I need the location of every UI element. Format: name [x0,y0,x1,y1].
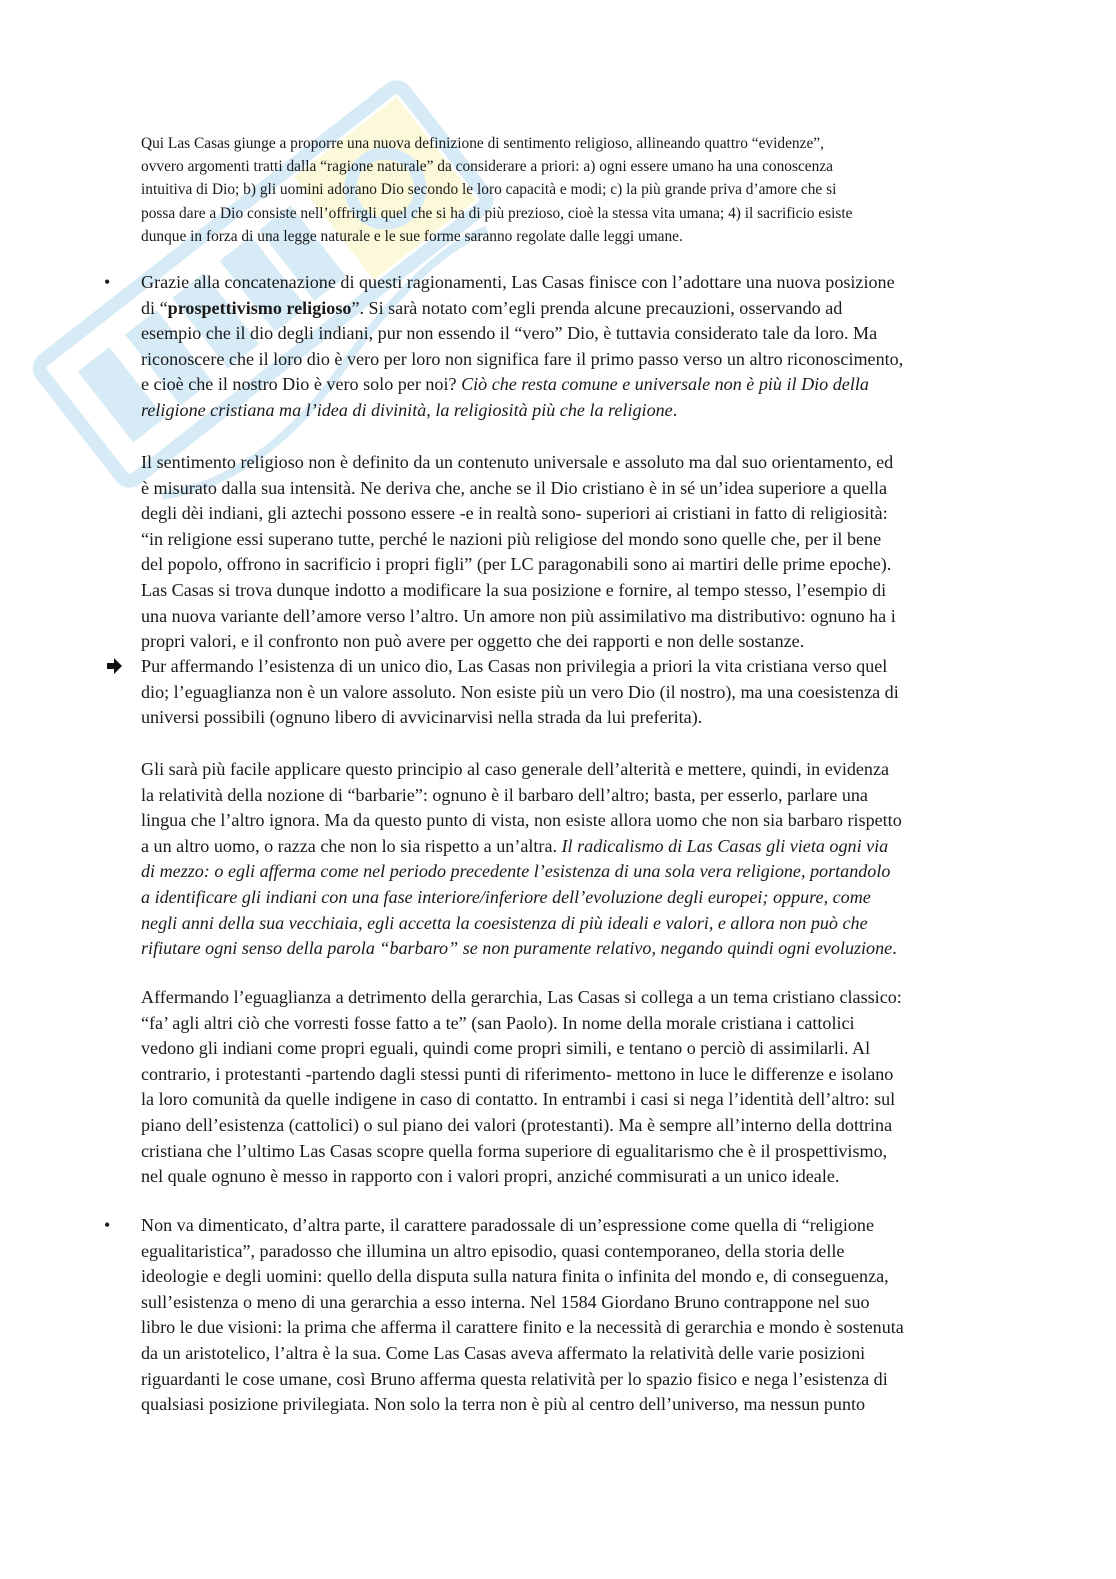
body-line: “in religione essi superano tutte, perché le nazioni più religiose del mondo sono quelle che, per il bene [141,528,882,549]
paragraph-barbarie [141,757,1016,962]
body-line: esempio che il dio degli indiani, pur non essendo il “vero” Dio, è tuttavia considerato tale da loro. Ma [141,323,878,344]
body-line: egualitaristica”, paradosso che illumina un altro episodio, quasi contemporaneo, della storia delle [141,1240,845,1261]
body-line: la relatività della nozione di “barbarie”: ognuno è il barbaro dell’altro; basta, per esserlo, parlare una [141,784,868,805]
body-line: Gli sarà più facile applicare questo principio al caso generale dell’alterità e mettere, quindi, in evidenza [141,759,890,779]
bullet-marker: • [104,1215,111,1235]
bullet-item-bruno [104,1213,1016,1418]
intro-line: dunque in forza di una legge naturale e le sue forme saranno regolate dalle leggi umane. [141,227,683,245]
body-line: Grazie alla concatenazione di questi ragionamenti, Las Casas finisce con l’adottare una nuova posizione [141,272,895,292]
body-line: “fa’ agli altri ciò che vorresti fosse fatto a te” (san Paolo). In nome della morale cristiana i cattolici [141,1012,855,1033]
paragraph-sentimento [141,450,1016,655]
body-line: universi possibili (ognuno libero di avvicinarvisi nella strada da lui preferita). [141,707,703,728]
body-line: da un aristotelico, l’altra è la sua. Come Las Casas aveva affermato la relatività delle varie posizioni [141,1342,866,1363]
body-line: contrario, i protestanti -partendo dagli stessi punti di riferimento- mettono in luce le differenze e isolano [141,1063,894,1084]
body-line: propri valori, e il confronto non può avere per oggetto che dei rapporti e non delle sostanze. [141,631,805,652]
body-line: di mezzo: o egli afferma come nel periodo precedente l’esistenza di una sola vera religione, portandolo [141,861,891,882]
body-line: ideologie e degli uomini: quello della disputa sulla natura finita o infinita del mondo e, di conseguenza, [141,1266,889,1287]
intro-paragraph [141,132,1016,248]
body-line: vedono gli indiani come propri eguali, quindi come propri simili, e tentano o perciò di assimilarli. Al [141,1038,871,1059]
body-line: a identificare gli indiani con una fase interiore/inferiore dell’evoluzione degli europei; oppure, come [141,886,871,907]
body-line: riconoscere che il loro dio è vero per loro non significa fare il primo passo verso un altro riconoscimento, [141,348,904,369]
body-line: lingua che l’altro ignora. Ma da questo punto di vista, non esiste allora uomo che non sia barbaro rispetto [141,810,902,831]
body-line: Las Casas si trova dunque indotto a modificare la sua posizione e fornire, al tempo stesso, l’esempio di [141,579,887,600]
body-line: religione cristiana ma l’idea di divinità, la religiosità più che la religione. [141,399,678,420]
body-line: Non va dimenticato, d’altra parte, il carattere paradossale di un’espressione come quella di “religione [141,1215,875,1235]
body-line: sull’esistenza o meno di una gerarchia a esso interna. Nel 1584 Giordano Bruno contrappone nel suo [141,1291,870,1312]
bullet-item-prospettivismo [104,270,1016,424]
body-line: e cioè che il nostro Dio è vero solo per noi? Ciò che resta comune e universale non è più il Dio della [141,374,869,395]
body-line: libro le due visioni: la prima che afferma il carattere finito e la necessità di gerarchia e mondo è sostenuta [141,1317,904,1338]
intro-line: Qui Las Casas giunge a proporre una nuova definizione di sentimento religioso, allineando quattro “evidenze”, [141,135,824,152]
body-line: di “prospettivismo religioso”. Si sarà notato com’egli prenda alcune precauzioni, osservando ad [141,297,843,318]
paragraph-gerarchia [141,985,1016,1190]
bold-term: prospettivismo religioso [167,297,352,318]
body-line: la loro comunità da quelle indigene in caso di contatto. In entrambi i casi si nega l’identità dell’altro: sul [141,1089,896,1110]
body-line: qualsiasi posizione privilegiata. Non solo la terra non è più al centro dell’universo, ma nessun punto [141,1394,866,1415]
body-line: a un altro uomo, o razza che non lo sia rispetto a un’altra. Il radicalismo di Las Casas gli vieta ogni via [141,835,889,856]
body-line: nel quale ognuno è messo in rapporto con i valori propri, anziché commisurati a un unico ideale. [141,1166,840,1187]
body-line: Pur affermando l’esistenza di un unico dio, Las Casas non privilegia a priori la vita cristiana verso quel [141,656,888,676]
body-line: dio; l’eguaglianza non è un valore assoluto. Non esiste più un vero Dio (il nostro), ma una coesistenza di [141,681,899,702]
body-line: è misurato dalla sua intensità. Ne deriva che, anche se il Dio cristiano è in sé un’idea superiore a quella [141,477,888,498]
arrow-item [141,654,1016,731]
body-line: degli dèi indiani, gli aztechi possono essere -e in realtà sono- superiori ai cristiani in fatto di religiosità: [141,503,888,524]
intro-line: intuitiva di Dio; b) gli uomini adorano Dio secondo le loro capacità e modi; c) la più grande priva d’amore che si [141,181,837,199]
intro-line: ovvero argomenti tratti dalla “ragione naturale” da considerare a priori: a) ogni essere umano ha una conoscenza [141,158,833,176]
body-line: rifiutare ogni senso della parola “barbaro” se non puramente relativo, negando quindi ogni evoluzione. [141,938,897,959]
body-line: Affermando l’eguaglianza a detrimento della gerarchia, Las Casas si collega a un tema cristiano classico: [141,987,902,1007]
bullet-marker: • [104,272,111,292]
body-line: una nuova variante dell’amore verso l’altro. Un amore non più assimilativo ma distributivo: ognuno ha i [141,605,896,626]
body-line: piano dell’esistenza (cattolici) o sul piano dei valori (protestanti). Ma è sempre all’interno della dottrina [141,1114,893,1135]
body-line: del popolo, offrono in sacrificio i propri figli” (per LC paragonabili sono ai martiri delle prime epoche). [141,554,892,575]
intro-line: possa dare a Dio consiste nell’offrirgli quel che si ha di più prezioso, cioè la stessa vita umana; 4) il sacrificio esiste [141,204,853,222]
body-line: negli anni della sua vecchiaia, egli accetta la coesistenza di più ideali e valori, e allora non può che [141,912,868,933]
body-line: cristiana che l’ultimo Las Casas scopre quella forma superiore di egualitarismo che è il prospettivismo, [141,1140,888,1161]
body-line: riguardanti le cose umane, così Bruno afferma questa relatività per lo spazio fisico e nega l’esistenza di [141,1368,888,1389]
arrow-right-icon [105,655,123,677]
body-line: Il sentimento religioso non è definito da un contenuto universale e assoluto ma dal suo orientamento, ed [141,452,894,472]
